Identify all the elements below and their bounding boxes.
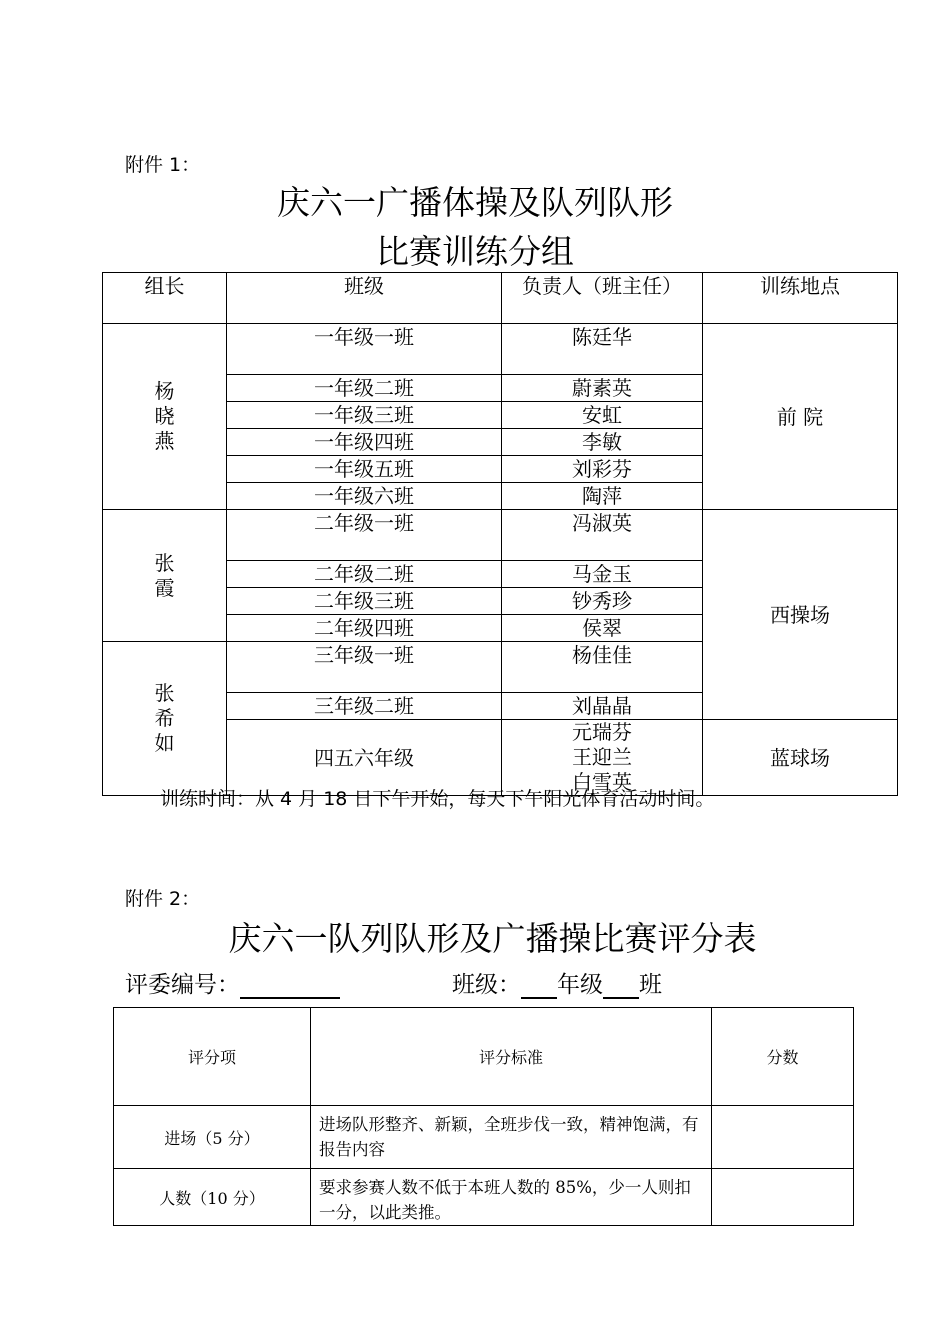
class-cell: 一年级三班 <box>227 402 502 429</box>
attachment-1-label: 附件 1： <box>125 154 201 176</box>
header-class: 班级 <box>227 273 502 324</box>
class-cell: 一年级一班 <box>227 324 502 375</box>
teacher-cell: 李敏 <box>502 429 703 456</box>
teacher-cell: 杨佳佳 <box>502 642 703 693</box>
table-header-row <box>103 273 898 324</box>
score-cell[interactable] <box>712 1169 854 1226</box>
grade-blank[interactable] <box>521 975 557 999</box>
score-cell[interactable] <box>712 1106 854 1169</box>
class-cell: 四五六年级 <box>227 720 502 796</box>
attachment-1-title-line2: 比赛训练分组 <box>376 232 574 271</box>
teacher-cell: 陶萍 <box>502 483 703 510</box>
teacher-cell: 刘彩芬 <box>502 456 703 483</box>
scoring-table <box>113 1007 854 1226</box>
teacher-cell: 蔚素英 <box>502 375 703 402</box>
teacher-cell: 马金玉 <box>502 561 703 588</box>
class-cell: 一年级六班 <box>227 483 502 510</box>
training-group-table <box>102 272 898 796</box>
grade-word: 年级 <box>557 972 603 998</box>
group-leader-2: 张 霞 <box>103 510 227 642</box>
location-cell-1: 前 院 <box>703 324 898 510</box>
teacher-cell: 安虹 <box>502 402 703 429</box>
teacher-cell: 冯淑英 <box>502 510 703 561</box>
class-cell: 一年级五班 <box>227 456 502 483</box>
criteria-cell: 进场队形整齐、新颖，全班步伐一致，精神饱满，有报告内容 <box>311 1106 712 1169</box>
class-cell: 三年级二班 <box>227 693 502 720</box>
header-criteria: 评分标准 <box>311 1008 712 1106</box>
class-label: 班级： <box>452 972 521 998</box>
header-leader: 组长 <box>103 273 227 324</box>
location-cell-3: 蓝球场 <box>703 720 898 796</box>
table-row <box>114 1169 854 1226</box>
class-cell: 二年级一班 <box>227 510 502 561</box>
class-word: 班 <box>639 972 662 998</box>
header-score: 分数 <box>712 1008 854 1106</box>
judge-number-blank[interactable] <box>240 975 340 999</box>
group-leader-3: 张 希 如 <box>103 642 227 796</box>
training-time-note: 训练时间：从 4 月 18 日下午开始，每天下午阳光体育活动时间。 <box>160 788 715 810</box>
teacher-cell-multi: 元瑞芬 王迎兰 白雪英 <box>502 720 703 796</box>
class-cell: 三年级一班 <box>227 642 502 693</box>
header-location: 训练地点 <box>703 273 898 324</box>
group-leader-1: 杨 晓 燕 <box>103 324 227 510</box>
table-row <box>103 510 898 561</box>
header-teacher: 负责人（班主任） <box>502 273 703 324</box>
header-item: 评分项 <box>114 1008 311 1106</box>
teacher-cell: 刘晶晶 <box>502 693 703 720</box>
judge-number-line <box>125 966 340 999</box>
attachment-2-label: 附件 2： <box>125 888 201 910</box>
criteria-cell: 要求参赛人数不低于本班人数的 85%，少一人则扣一分，以此类推。 <box>311 1169 712 1226</box>
class-blank[interactable] <box>603 975 639 999</box>
item-cell: 进场（5 分） <box>114 1106 311 1169</box>
class-cell: 二年级四班 <box>227 615 502 642</box>
class-line <box>452 966 662 999</box>
class-cell: 二年级二班 <box>227 561 502 588</box>
attachment-2-title: 庆六一队列队形及广播操比赛评分表 <box>228 919 757 958</box>
table-header-row <box>114 1008 854 1106</box>
table-row <box>114 1106 854 1169</box>
location-cell-2: 西操场 <box>703 510 898 720</box>
attachment-1-title-line1: 庆六一广播体操及队列队形 <box>277 183 673 222</box>
teacher-cell: 钞秀珍 <box>502 588 703 615</box>
teacher-cell: 陈廷华 <box>502 324 703 375</box>
judge-number-label: 评委编号： <box>125 972 240 998</box>
class-cell: 一年级二班 <box>227 375 502 402</box>
class-cell: 二年级三班 <box>227 588 502 615</box>
table-row <box>103 324 898 375</box>
class-cell: 一年级四班 <box>227 429 502 456</box>
teacher-cell: 侯翠 <box>502 615 703 642</box>
item-cell: 人数（10 分） <box>114 1169 311 1226</box>
